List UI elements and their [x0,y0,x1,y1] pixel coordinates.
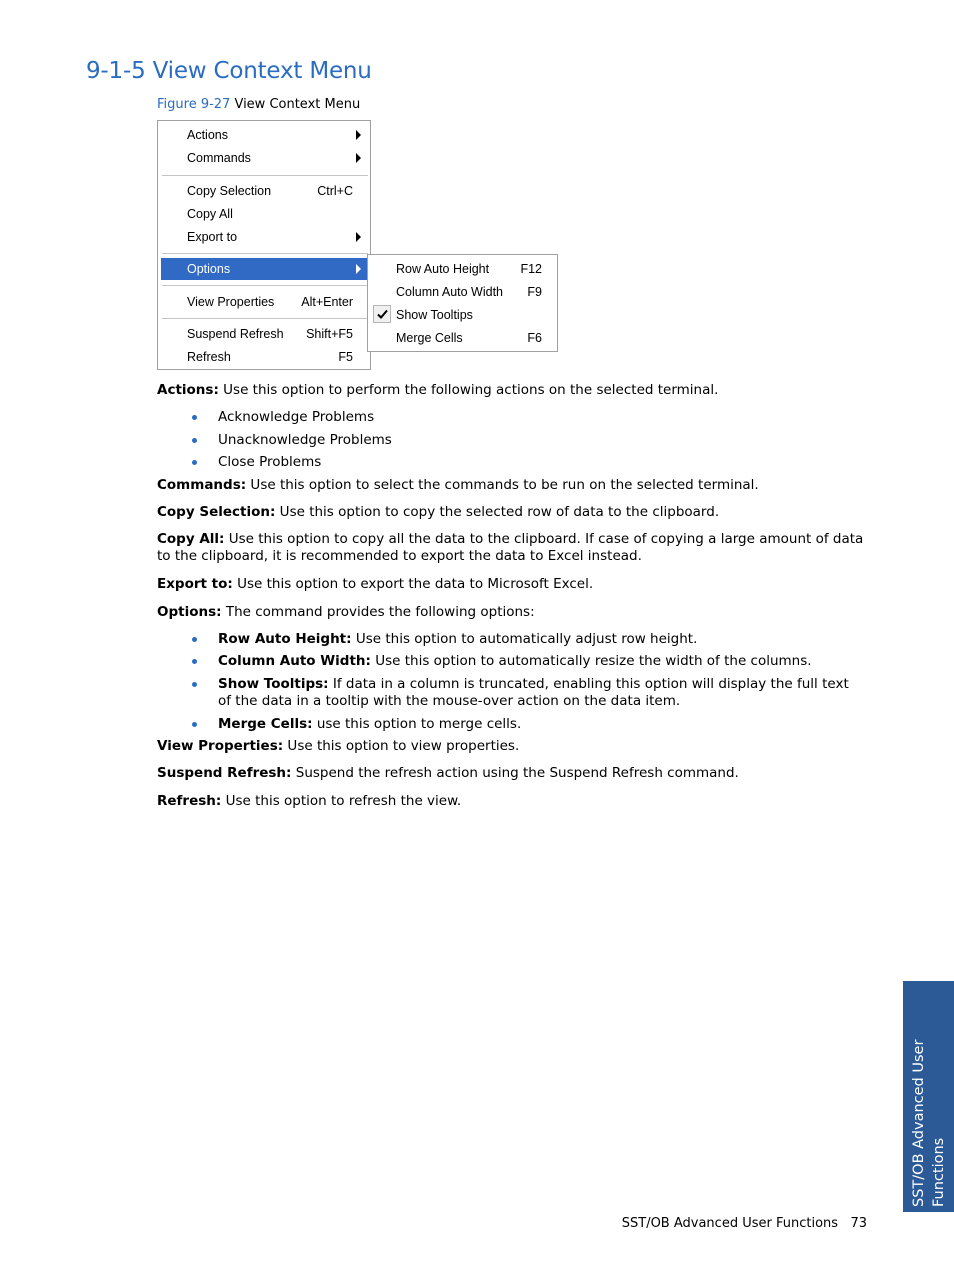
term-view-properties: View Properties: [157,738,284,754]
menu-separator [162,253,368,254]
commands-description [157,477,867,494]
options-submenu [367,254,558,352]
submenu-item-label: Show Tooltips [396,308,473,322]
side-tab-line2: Functions [930,1137,947,1207]
bullet-icon [192,659,197,664]
menu-item-refresh[interactable] [161,346,367,368]
menu-separator [162,318,368,319]
term-row-auto-height: Row Auto Height: [218,631,352,647]
menu-item-label: Suspend Refresh [187,327,284,341]
check-icon [373,305,391,323]
list-item-text [218,676,864,710]
menu-item-copy-selection[interactable] [161,180,367,202]
menu-item-actions[interactable] [161,124,367,146]
menu-item-label: Actions [187,128,228,142]
desc-suspend-refresh: Suspend the refresh action using the Suspend Refresh command. [291,765,739,781]
list-item-text: Acknowledge Problems [218,409,375,425]
desc-refresh: Use this option to refresh the view. [221,793,462,809]
bullet-icon [192,722,197,727]
export-to-description [157,576,867,593]
menu-item-label: Refresh [187,350,231,364]
term-commands: Commands: [157,477,247,493]
page-footer [622,1216,867,1231]
page-number: 73 [850,1216,867,1231]
submenu-item-shortcut: F6 [527,331,542,345]
desc-column-auto-width: Use this option to automatically resize the width of the columns. [370,653,812,669]
chapter-side-tab-label [903,981,954,1212]
desc-merge-cells: use this option to merge cells. [312,716,522,732]
submenu-arrow-icon [356,130,361,140]
term-merge-cells: Merge Cells: [218,716,313,732]
menu-item-label: Export to [187,230,238,244]
term-copy-selection: Copy Selection: [157,504,276,520]
term-column-auto-width: Column Auto Width: [218,653,371,669]
desc-row-auto-height: Use this option to automatically adjust row height. [351,631,698,647]
figure-title: View Context Menu [230,97,361,112]
term-refresh: Refresh: [157,793,222,809]
term-options: Options: [157,604,222,620]
menu-item-shortcut: Ctrl+C [317,184,353,198]
menu-separator [162,285,368,286]
menu-separator [162,175,368,176]
submenu-item-show-tooltips[interactable] [371,304,554,326]
term-suspend-refresh: Suspend Refresh: [157,765,292,781]
copy-all-description [157,531,867,565]
desc-export-to: Use this option to export the data to Microsoft Excel. [232,576,594,592]
desc-view-properties: Use this option to view properties. [283,738,520,754]
term-copy-all: Copy All: [157,531,225,547]
copy-selection-description [157,504,867,521]
bullet-icon [192,438,197,443]
menu-item-commands[interactable] [161,147,367,169]
submenu-arrow-icon [356,153,361,163]
submenu-item-row-auto-height[interactable] [371,258,554,280]
menu-item-shortcut: Shift+F5 [306,327,353,341]
side-tab-line1: SST/OB Advanced User [910,1039,927,1207]
menu-item-export-to[interactable] [161,226,367,248]
bullet-icon [192,637,197,642]
footer-text: SST/OB Advanced User Functions [621,1216,839,1231]
desc-show-tooltips: If data in a column is truncated, enabling this option will display the full text of the data in a tooltip with the mouse-over action on the data item. [218,676,849,709]
view-context-menu [157,120,371,370]
suspend-refresh-description [157,765,867,782]
desc-options: The command provides the following options: [221,604,535,620]
list-item-text [218,653,864,670]
term-actions: Actions: [157,382,219,398]
desc-copy-all: Use this option to copy all the data to the clipboard. If case of copying a large amount of data to the clipboard, it is recommended to export the data to Excel instead. [157,531,864,564]
bullet-icon [192,415,197,420]
submenu-item-column-auto-width[interactable] [371,281,554,303]
menu-item-label: Copy Selection [187,184,272,198]
menu-item-label: Copy All [187,207,233,221]
section-heading: 9-1-5 View Context Menu [86,58,372,84]
refresh-description [157,793,867,810]
figure-caption [157,97,360,112]
view-properties-description [157,738,867,755]
list-item-text: Close Problems [218,454,322,470]
list-item-text [218,716,864,733]
menu-item-suspend-refresh[interactable] [161,323,367,345]
menu-item-copy-all[interactable] [161,203,367,225]
actions-description [157,382,867,399]
menu-item-label: View Properties [187,295,275,309]
figure-number: Figure 9-27 [157,97,231,112]
menu-item-view-properties[interactable] [161,291,367,313]
term-show-tooltips: Show Tooltips: [218,676,329,692]
menu-item-shortcut: F5 [338,350,353,364]
bullet-icon [192,682,197,687]
menu-item-label: Options [187,262,231,276]
list-item-text: Unacknowledge Problems [218,432,392,448]
menu-item-options[interactable] [161,258,367,280]
term-export-to: Export to: [157,576,233,592]
submenu-item-label: Merge Cells [396,331,463,345]
submenu-item-label: Row Auto Height [396,262,490,276]
list-item-text [218,631,864,648]
submenu-item-shortcut: F9 [527,285,542,299]
menu-item-shortcut: Alt+Enter [301,295,353,309]
menu-item-label: Commands [187,151,251,165]
submenu-item-label: Column Auto Width [396,285,503,299]
desc-copy-selection: Use this option to copy the selected row of data to the clipboard. [275,504,720,520]
options-description [157,604,867,621]
bullet-icon [192,460,197,465]
submenu-arrow-icon [356,232,361,242]
submenu-item-shortcut: F12 [520,262,542,276]
submenu-item-merge-cells[interactable] [371,327,554,349]
submenu-arrow-icon [356,264,361,274]
desc-actions: Use this option to perform the following actions on the selected terminal. [218,382,719,398]
desc-commands: Use this option to select the commands to be run on the selected terminal. [246,477,759,493]
